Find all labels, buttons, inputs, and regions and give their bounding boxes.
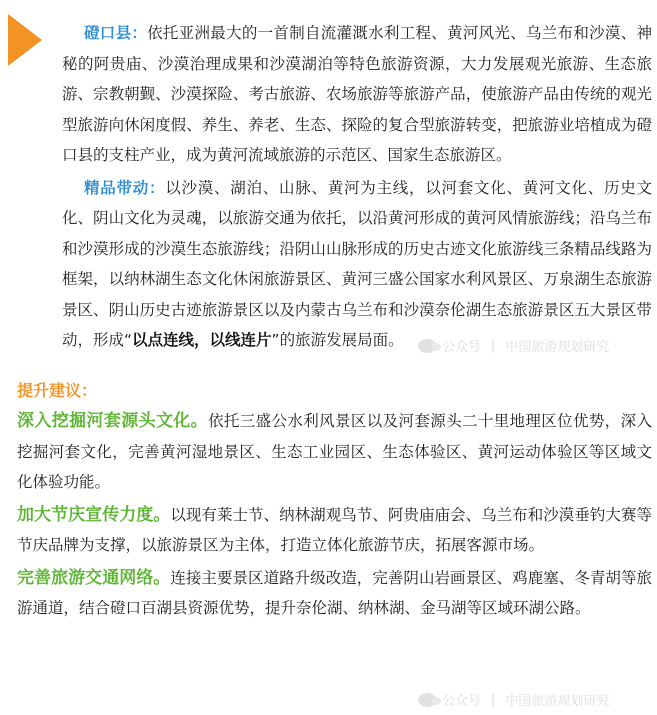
suggestion-item (17, 500, 652, 561)
watermark-separator: | (491, 338, 496, 353)
boutique-text-before: 以沙漠、湖泊、山脉、黄河为主线，以河套文化、黄河文化、历史文化、阴山文化为灵魂，以旅游交通为依托，以沿黄河形成的黄河风情旅游线；沿乌兰布和沙漠形成的沙漠生态旅游线；沿阴山山脉形成的历史古迹文化旅游线三条精品线路为框架，以纳林湖生态文化休闲旅游景区、黄河三盛公国家水利风景区、万泉湖生态旅游景区、阴山历史古迹旅游景区以及内蒙古乌兰布和沙漠奈伦湖生态旅游景区五大景区带动，形成“ (62, 178, 652, 349)
suggestion-label: 深入挖掘河套源头文化。 (17, 411, 209, 431)
watermark-bottom (418, 690, 609, 709)
boutique-paragraph (62, 173, 652, 356)
bottom-section (17, 376, 652, 624)
dengkou-label: 磴口县： (84, 24, 148, 42)
suggestion-text: 连接主要景区道路升级改造，完善阴山岩画景区、鸡鹿塞、冬青胡等旅游通道，结合磴口百湖县资源优势，提升奈伦湖、纳林湖、金马湖等区域环湖公路。 (17, 568, 652, 617)
suggestion-text: 以现有莱士节、纳林湖观鸟节、阿贵庙庙会、乌兰布和沙漠垂钓大赛等节庆品牌为支撑，以旅游景区为主体，打造立体化旅游节庆，拓展客源市场。 (17, 505, 652, 554)
dengkou-paragraph (62, 18, 652, 171)
watermark-source: 公众号 (442, 694, 482, 709)
watermark-separator: | (491, 692, 496, 707)
suggestion-item (17, 406, 652, 498)
watermark-source: 公众号 (442, 340, 482, 355)
wechat-icon (418, 693, 436, 707)
wechat-icon (418, 339, 436, 353)
suggestion-label: 加大节庆宣传力度。 (17, 504, 171, 525)
watermark-account: 中国旅游规划研究 (505, 340, 610, 355)
boutique-label: 精品带动： (84, 178, 166, 197)
suggestion-label: 完善旅游交通网络。 (17, 567, 171, 588)
boutique-emphasis: 以点连线，以线连片 (132, 331, 272, 349)
dengkou-text: 依托亚洲最大的一首制自流灌溉水利工程、黄河风光、乌兰布和沙漠、神秘的阿贵庙、沙漠治理成果和沙漠湖泊等特色旅游资源，大力发展观光旅游、生态旅游、宗教朝觐、沙漠探险、考古旅游、农场旅游等旅游产品，使旅游产品由传统的观光型旅游向休闲度假、养生、养老、生态、探险的复合型旅游转变，把旅游业培植成为磴口县的支柱产业，成为黄河流域旅游的示范区、国家生态旅游区。 (62, 24, 652, 164)
suggestion-item (17, 563, 652, 624)
top-section (62, 18, 652, 356)
watermark-account: 中国旅游规划研究 (505, 694, 610, 709)
suggestions-heading: 提升建议： (17, 381, 98, 400)
orange-arrow-icon (8, 14, 42, 66)
watermark-top (418, 336, 609, 355)
boutique-text-after: ”的旅游发展局面。 (271, 331, 404, 349)
suggestion-text: 依托三盛公水利风景区以及河套源头二十里地理区位优势，深入挖掘河套文化，完善黄河湿地景区、生态工业园区、生态体验区、黄河运动体验区等区域文化体验功能。 (17, 412, 653, 491)
